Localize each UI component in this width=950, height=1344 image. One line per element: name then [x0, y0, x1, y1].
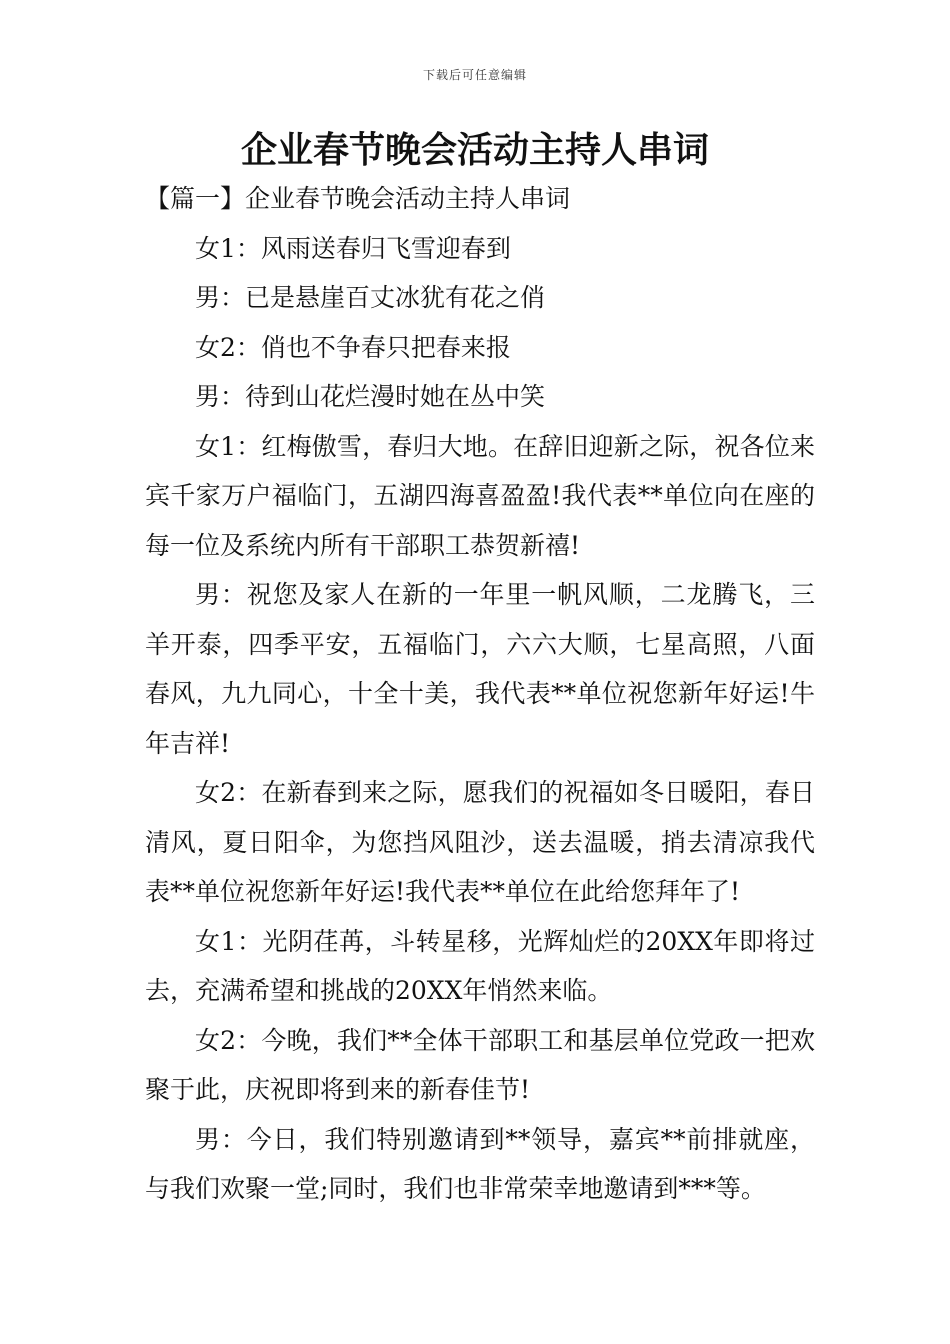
document-title: 企业春节晚会活动主持人串词 — [240, 129, 709, 171]
document-body — [145, 174, 815, 1214]
paragraph: 男：祝您及家人在新的一年里一帆风顺，二龙腾飞，三羊开泰，四季平安，五福临门，六六大顺，七星高照，八面春风，九九同心，十全十美，我代表**单位祝您新年好运!牛年吉祥! — [145, 580, 815, 758]
paragraph: 男：已是悬崖百丈冰犹有花之俏 — [195, 283, 546, 312]
paragraph: 男：今日，我们特别邀请到**领导，嘉宾**前排就座，与我们欢聚一堂;同时，我们也非常荣幸地邀请到***等。 — [145, 1124, 815, 1203]
paragraph: 女2：在新春到来之际，愿我们的祝福如冬日暖阳，春日清风，夏日阳伞，为您挡风阻沙，送去温暖，捎去清凉我代表**单位祝您新年好运!我代表**单位在此给您拜年了! — [145, 778, 815, 906]
section-heading: 【篇一】企业春节晚会活动主持人串词 — [145, 184, 571, 213]
paragraph: 男：待到山花烂漫时她在丛中笑 — [195, 382, 546, 411]
header-note: 下载后可任意编辑 — [422, 68, 527, 82]
paragraph: 女2：今晚，我们**全体干部职工和基层单位党政一把欢聚于此，庆祝即将到来的新春佳节! — [145, 1025, 815, 1104]
paragraph: 女2：俏也不争春只把春来报 — [195, 332, 511, 362]
paragraph: 女1：红梅傲雪，春归大地。在辞旧迎新之际，祝各位来宾千家万户福临门，五湖四海喜盈盈!我代表**单位向在座的每一位及系统内所有干部职工恭贺新禧! — [145, 431, 815, 560]
paragraph: 女1：光阴荏苒，斗转星移，光辉灿烂的20XX年即将过去，充满希望和挑战的20XX年悄然来临。 — [145, 926, 815, 1005]
paragraph: 女1：风雨送春归飞雪迎春到 — [195, 233, 511, 263]
